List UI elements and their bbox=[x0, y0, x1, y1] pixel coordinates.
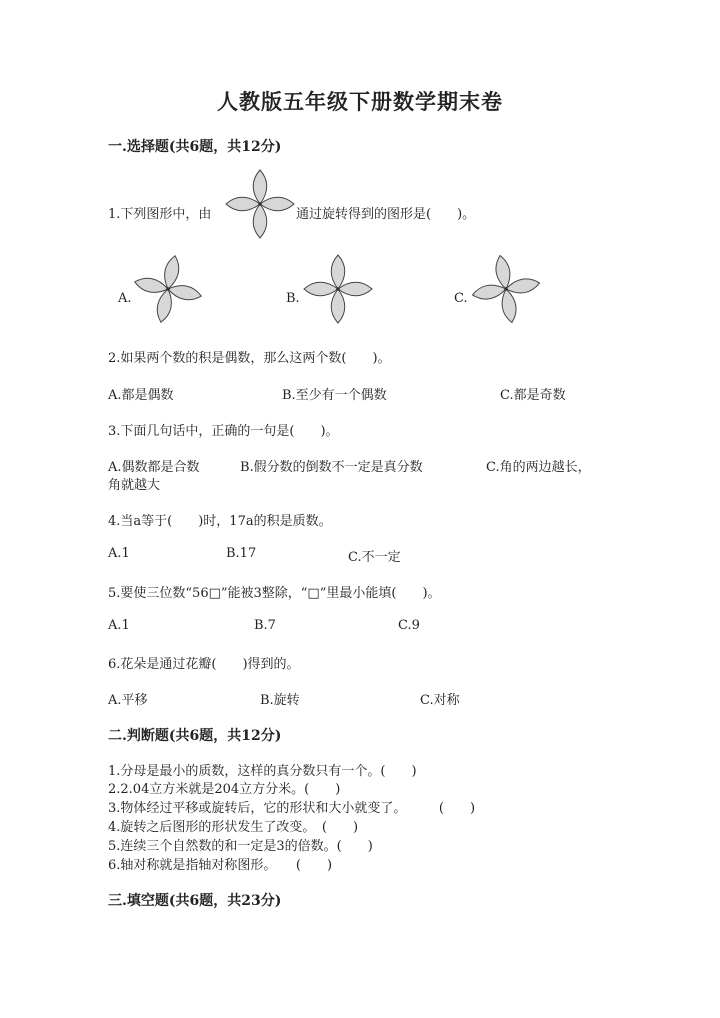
question-6-option-b[interactable]: B.旋转 bbox=[260, 693, 300, 708]
question-2-option-b[interactable]: B.至少有一个偶数 bbox=[282, 388, 387, 403]
section-heading-true-false: 二.判断题(共6题，共12分) bbox=[108, 728, 282, 744]
true-false-item-5: 5.连续三个自然数的和一定是3的倍数。( ) bbox=[108, 839, 373, 854]
question-3-option-a[interactable]: A.偶数都是合数 bbox=[108, 460, 200, 475]
flower-option-b-icon bbox=[302, 253, 374, 325]
question-6-stem: 6.花朵是通过花瓣( )得到的。 bbox=[108, 657, 300, 672]
question-3-option-b[interactable]: B.假分数的倒数不一定是真分数 bbox=[240, 460, 423, 475]
question-6-option-c[interactable]: C.对称 bbox=[420, 693, 460, 708]
true-false-item-1: 1.分母是最小的质数，这样的真分数只有一个。( ) bbox=[108, 764, 417, 779]
question-5-option-b[interactable]: B.7 bbox=[254, 618, 276, 633]
question-1-stem-before: 1.下列图形中，由 bbox=[108, 207, 212, 222]
question-2-option-a[interactable]: A.都是偶数 bbox=[108, 388, 174, 403]
flower-option-a-icon bbox=[132, 253, 204, 325]
question-3-option-c-continued: 角就越大 bbox=[108, 478, 161, 493]
section-heading-fill-blank: 三.填空题(共6题，共23分) bbox=[108, 893, 282, 909]
flower-option-c-icon bbox=[470, 253, 542, 325]
flower-reference-icon bbox=[224, 168, 296, 240]
question-1-option-a[interactable]: A. bbox=[118, 291, 132, 306]
question-4-option-b[interactable]: B.17 bbox=[226, 546, 257, 561]
question-1-option-b[interactable]: B. bbox=[286, 291, 300, 306]
question-4-option-a[interactable]: A.1 bbox=[108, 546, 130, 561]
section-heading-choice: 一.选择题(共6题，共12分) bbox=[108, 139, 282, 155]
question-5-stem: 5.要使三位数“56□”能被3整除，“□”里最小能填( )。 bbox=[108, 586, 441, 601]
question-4-stem: 4.当a等于( )时，17a的积是质数。 bbox=[108, 514, 332, 529]
true-false-item-2: 2.2.04立方米就是204立方分米。( ) bbox=[108, 782, 341, 797]
page-title: 人教版五年级下册数学期末卷 bbox=[217, 89, 503, 114]
true-false-item-6: 6.轴对称就是指轴对称图形。 ( ) bbox=[108, 858, 333, 873]
question-1-stem-after: 通过旋转得到的图形是( )。 bbox=[296, 207, 476, 222]
question-2-option-c[interactable]: C.都是奇数 bbox=[500, 388, 566, 403]
question-1-option-c[interactable]: C. bbox=[454, 291, 468, 306]
question-5-option-c[interactable]: C.9 bbox=[398, 618, 420, 633]
question-3-stem: 3.下面几句话中，正确的一句是( )。 bbox=[108, 424, 339, 439]
question-4-option-c[interactable]: C.不一定 bbox=[348, 550, 401, 565]
true-false-item-4: 4.旋转之后图形的形状发生了改变。 ( ) bbox=[108, 820, 359, 835]
true-false-item-3: 3.物体经过平移或旋转后，它的形状和大小就变了。 ( ) bbox=[108, 801, 476, 816]
question-2-stem: 2.如果两个数的积是偶数，那么这两个数( )。 bbox=[108, 351, 391, 366]
question-3-option-c[interactable]: C.角的两边越长， bbox=[486, 460, 591, 475]
question-6-option-a[interactable]: A.平移 bbox=[108, 693, 148, 708]
question-5-option-a[interactable]: A.1 bbox=[108, 618, 130, 633]
